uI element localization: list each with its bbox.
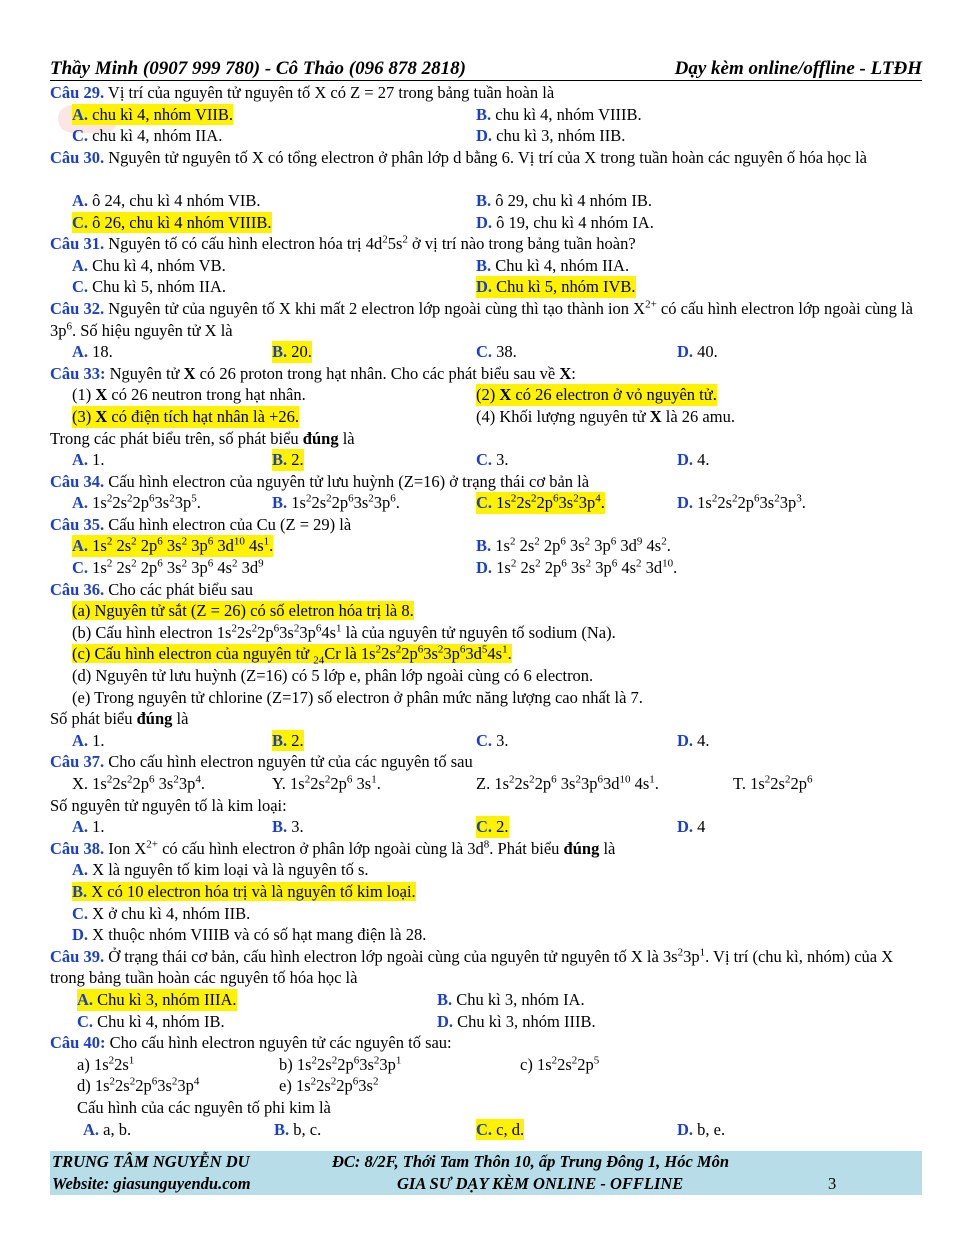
question-31 (50, 233, 922, 255)
question-stem: Cho các phát biểu sau (108, 579, 254, 599)
footer-website[interactable]: Website: giasunguyendu.com (52, 1174, 251, 1193)
option-d[interactable]: D. 4. (677, 450, 710, 470)
option-c[interactable]: C. c, d. (476, 1119, 525, 1139)
question-36 (50, 579, 922, 601)
header-service: Dạy kèm online/offline - LTĐH (674, 58, 922, 79)
question-33 (50, 363, 922, 385)
question-number: Câu 37. (50, 752, 105, 772)
option-c[interactable]: C. Chu kì 4, nhóm IB. (77, 1011, 225, 1031)
question-38 (50, 838, 922, 860)
option-a[interactable]: A. 18. (72, 342, 113, 362)
option-a[interactable]: A. Chu kì 4, nhóm VB. (72, 255, 226, 275)
options-row (50, 730, 922, 752)
option-b[interactable]: B. 2. (272, 730, 304, 750)
option-c[interactable]: C. $1s^2$ $2s^2$ $2p^6$ $3s^2$ $3p^6$ $4s^2$ $3d^9$ (72, 557, 264, 578)
question-stem: Vị trí của nguyên tử nguyên tố X có Z = 27 trong bảng tuần hoàn là (107, 83, 555, 102)
statements-row (50, 406, 922, 428)
config-b: b) $1s^22s^22p^63s^23p^1$ (279, 1054, 402, 1074)
options-row (50, 212, 922, 234)
statement-2: (2) X có 26 electron ở vỏ nguyên tử. (476, 385, 717, 405)
footer-center-name: TRUNG TÂM NGUYỄN DU (52, 1152, 250, 1171)
question-number: Câu 35. (50, 514, 105, 534)
config-a: a) $1s^22s^1$ (77, 1054, 135, 1074)
configs-row (50, 773, 922, 795)
question-number: Câu 36. (50, 579, 105, 599)
options-row (50, 535, 922, 557)
question-32 (50, 298, 922, 341)
configs-row (50, 1054, 922, 1076)
option-d[interactable]: D. $1s^2$ $2s^2$ $2p^6$ $3s^2$ $3p^6$ $4s^2$ $3d^{10}$. (476, 557, 678, 578)
option-c[interactable]: C. Chu kì 5, nhóm IIA. (72, 277, 227, 297)
option-c[interactable]: C. ô 26, chu kì 4 nhóm VIIIB. (72, 212, 272, 232)
option-b[interactable]: B. Chu kì 4, nhóm IIA. (476, 255, 630, 275)
options-row (50, 190, 922, 212)
question-number: Câu 40: (50, 1033, 106, 1053)
question-stem: Nguyên tử nguyên tố X có tổng electron ở phân lớp d bằng 6. Vị trí của X trong tuần hoàn các nguyên ố hóa học là (108, 147, 867, 167)
configs-row (50, 1075, 922, 1097)
question-35 (50, 514, 922, 536)
options-row (50, 492, 922, 514)
question-prompt: Cấu hình của các nguyên tố phi kim là (77, 1097, 331, 1117)
question-number: Câu 34. (50, 471, 105, 491)
options-row (50, 341, 922, 363)
question-number: Câu 33: (50, 363, 106, 383)
option-b[interactable]: B. 2. (272, 450, 304, 470)
config-e: e) $1s^22s^22p^63s^2$ (279, 1075, 379, 1096)
question-34 (50, 471, 922, 493)
option-d[interactable]: D. Chu kì 5, nhóm IVB. (476, 277, 636, 297)
question-number: Câu 30. (50, 147, 105, 167)
question-number: Câu 29. (50, 83, 105, 102)
page-header (50, 58, 922, 81)
question-number: Câu 39. (50, 946, 105, 966)
options-row (50, 557, 922, 579)
question-stem: Cấu hình electron của Cu (Z = 29) là (108, 514, 352, 534)
options-row (50, 1011, 922, 1033)
option-c[interactable]: C. X ở chu kì 4, nhóm IIB. (72, 903, 251, 923)
option-b[interactable]: B. chu kì 4, nhóm VIIIB. (476, 104, 642, 124)
question-stem: Nguyên tố có cấu hình electron hóa trị $4d^25s^2$ ở vị trí nào trong bảng tuần hoàn? (108, 233, 636, 254)
option-c[interactable]: C. 3. (476, 450, 509, 470)
options-row (50, 1119, 922, 1141)
question-37 (50, 751, 922, 773)
option-c[interactable]: C. 3. (476, 730, 509, 750)
option-b[interactable]: B. 3. (272, 817, 304, 837)
option-c[interactable]: C. $1s^22s^22p^63s^23p^4$. (476, 492, 605, 513)
option-c[interactable]: C. 2. (476, 817, 509, 837)
config-y: Y. $1s^22s^22p^6$ $3s^1$. (272, 773, 381, 793)
option-d[interactable]: D. b, e. (677, 1119, 726, 1139)
option-b[interactable]: B. b, c. (274, 1119, 322, 1139)
option-c[interactable]: C. chu kì 4, nhóm IIA. (72, 126, 223, 146)
config-x: X. $1s^22s^22p^6$ $3s^23p^4$. (72, 773, 205, 793)
question-stem: Ion $X^{2+}$ có cấu hình electron ở phân lớp ngoài cùng là $3d^8$. Phát biểu đúng là (108, 838, 616, 858)
question-stem: Cho cấu hình electron nguyên tử của các nguyên tố sau (108, 752, 473, 772)
option-c[interactable]: C. 38. (476, 342, 517, 362)
question-prompt: Số nguyên tử nguyên tố là kim loại: (50, 795, 287, 815)
options-row (50, 989, 922, 1011)
statement-4: (4) Khối lượng nguyên tử X là 26 amu. (476, 406, 735, 426)
config-t: T. $1s^22s^22p^6$ (733, 773, 813, 793)
option-a[interactable]: A. 1. (72, 817, 105, 837)
question-prompt: Trong các phát biểu trên, số phát biểu đúng là (50, 428, 355, 448)
question-stem: Nguyên tử X có 26 proton trong hạt nhân. Cho các phát biểu sau về X: (109, 363, 576, 383)
option-a[interactable]: A. a, b. (83, 1119, 132, 1139)
question-stem: Cho cấu hình electron nguyên tử các nguyên tố sau: (109, 1033, 452, 1053)
question-30 (50, 147, 922, 190)
statement-a: (a) Nguyên tử sắt (Z = 26) có số eletron hóa trị là 8. (72, 601, 414, 621)
statement-3: (3) X có điện tích hạt nhân là +26. (72, 406, 299, 426)
option-b[interactable]: B. ô 29, chu kì 4 nhóm IB. (476, 190, 653, 210)
config-c: c) $1s^22s^22p^5$ (520, 1054, 600, 1074)
option-b[interactable]: B. $1s^2$ $2s^2$ $2p^6$ $3s^2$ $3p^6$ $3d^9$ $4s^2$. (476, 535, 671, 556)
question-number: Câu 32. (50, 298, 105, 318)
option-d[interactable]: D. 40. (677, 342, 718, 362)
options-row (50, 276, 922, 298)
question-stem: Ở trạng thái cơ bản, cấu hình electron lớp ngoài cùng của nguyên tử nguyên tố X là $3s^23p^1$. Vị trí (chu kì, nhóm) của X trong bảng tuần hoàn các nguyên tố hóa học là (50, 946, 894, 988)
statement-e: (e) Trong nguyên tử chlorine (Z=17) số electron ở phân mức năng lượng cao nhất là 7. (72, 687, 643, 707)
question-prompt: Số phát biểu đúng là (50, 709, 189, 729)
option-b[interactable]: B. X có 10 electron hóa trị và là nguyên tố kim loại. (72, 881, 416, 901)
question-number: Câu 31. (50, 234, 105, 254)
question-40 (50, 1032, 922, 1054)
question-stem: Nguyên tử của nguyên tố X khi mất 2 electron lớp ngoài cùng thì tạo thành ion $X^{2+}$ có cấu hình electron lớp ngoài cùng là $3p^6$. Số hiệu nguyên tử X là (50, 298, 913, 340)
question-number: Câu 38. (50, 838, 105, 858)
config-d: d) $1s^22s^22p^63s^23p^4$ (77, 1075, 200, 1096)
statement-d: (d) Nguyên tử lưu huỳnh (Z=16) có 5 lớp e, phân lớp ngoài cùng có 6 electron. (72, 666, 594, 686)
statement-b: (b) Cấu hình electron $1s^22s^22p^63s^23p^64s^1$ là của nguyên tử nguyên tố sodium (Na). (72, 622, 616, 642)
option-a[interactable]: A. chu kì 4, nhóm VIIB. (72, 104, 234, 124)
option-a[interactable]: A. 1. (72, 450, 105, 470)
option-d[interactable]: D. 4 (677, 817, 706, 837)
option-d[interactable]: D. chu kì 3, nhóm IIB. (476, 126, 626, 146)
option-a[interactable]: A. $1s^22s^22p^63s^23p^5$. (72, 492, 201, 513)
options-row (50, 104, 922, 126)
config-z: Z. $1s^22s^22p^6$ $3s^23p^63d^{10}$ $4s^1$. (476, 773, 659, 793)
options-row (50, 449, 922, 471)
option-a[interactable]: A. 1. (72, 730, 105, 750)
option-a[interactable]: A. $1s^2$ $2s^2$ $2p^6$ $3s^2$ $3p^6$ $3d^{10}$ $4s^1$. (72, 535, 274, 556)
option-d[interactable]: D. ô 19, chu kì 4 nhóm IA. (476, 212, 654, 232)
options-row (50, 255, 922, 277)
option-a[interactable]: A. X là nguyên tố kim loại và là nguyên tố s. (72, 860, 369, 880)
page-footer (50, 1151, 922, 1195)
footer-slogan: GIA SƯ DẠY KÈM ONLINE - OFFLINE (397, 1174, 684, 1193)
question-39 (50, 946, 922, 989)
option-d[interactable]: D. 4. (677, 730, 710, 750)
option-a[interactable]: A. ô 24, chu kì 4 nhóm VIB. (72, 190, 261, 210)
header-teachers: Thầy Minh (0907 999 780) - Cô Thảo (096 878 2818) (50, 58, 466, 79)
statement-c: (c) Cấu hình electron của nguyên tử $_{24}$Cr là $1s^22s^22p^63s^23p^63d^54s^1$. (72, 643, 512, 667)
question-29 (50, 82, 922, 104)
option-d[interactable]: D. X thuộc nhóm VIIIB và có số hạt mang điện là 28. (72, 925, 427, 945)
statements-row (50, 384, 922, 406)
options-row (50, 816, 922, 838)
option-b[interactable]: B. Chu kì 3, nhóm IA. (437, 989, 585, 1009)
option-a[interactable]: A. Chu kì 3, nhóm IIIA. (77, 989, 237, 1009)
question-list (50, 82, 922, 1140)
page-number: 3 (828, 1174, 837, 1193)
question-stem: Cấu hình electron của nguyên tử lưu huỳnh (Z=16) ở trạng thái cơ bản là (108, 471, 590, 491)
option-d[interactable]: D. Chu kì 3, nhóm IIIB. (437, 1011, 596, 1031)
option-b[interactable]: B. 20. (272, 342, 312, 362)
option-d[interactable]: D. $1s^22s^22p^63s^23p^3$. (677, 492, 806, 513)
options-row (50, 125, 922, 147)
footer-address: ĐC: 8/2F, Thới Tam Thôn 10, ấp Trung Đông 1, Hóc Môn (332, 1152, 729, 1171)
option-b[interactable]: B. $1s^22s^22p^63s^23p^6$. (272, 492, 400, 513)
statement-1: (1) X có 26 neutron trong hạt nhân. (72, 385, 306, 405)
